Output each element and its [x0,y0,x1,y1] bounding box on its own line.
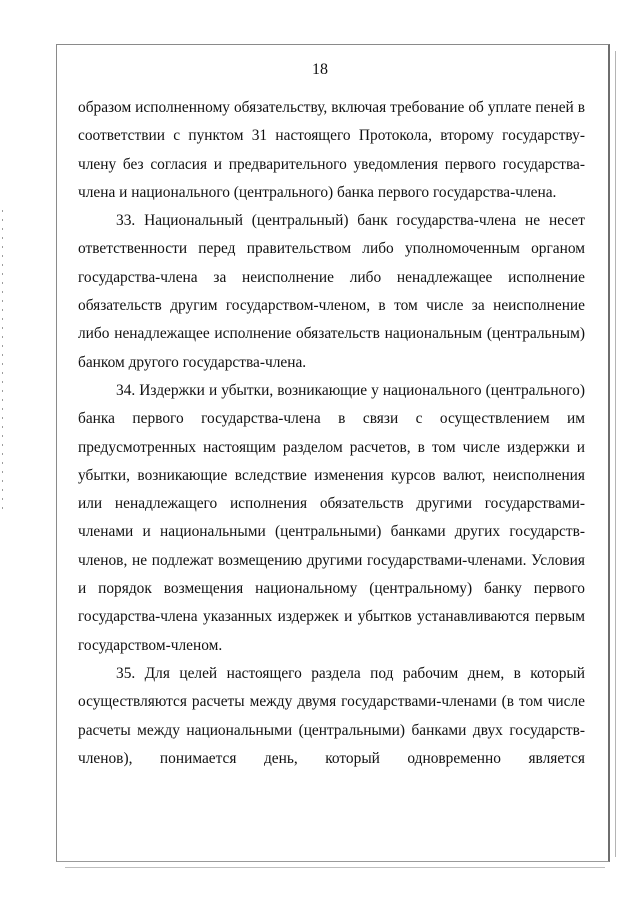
page-number: 18 [312,61,328,78]
document-body [78,94,585,773]
scan-artifact [2,210,3,510]
paragraph-35: 35. Для целей настоящего раздела под рабочим днем, в который осуществляются расчеты между двумя государствами-членами (в том числе расчеты между национальными (центральными) банками двух государств-членов), понимается день, который одновременно является [78,664,585,767]
paragraph-34: 34. Издержки и убытки, возникающие у национального (центрального) банка первого государства-члена в связи с осуществлением им предусмотренных настоящим разделом расчетов, в том числе издержки и убытки, возникающие вследствие изменения курсов валют, неисполнения или ненадлежащего исполнения обязательств другими государствами-членами и национальными (центральными) банками других государств-членов, не подлежат возмещению другими государствами-членами. Условия и порядок возмещения национальному (центральному) банку первого государства-члена указанных издержек и убытков устанавливаются первым государством-членом. [78,381,585,654]
paragraph-continuation: образом исполненному обязательству, включая требование об уплате пеней в соответствии с пунктом 31 настоящего Протокола, второму государству-члену без согласия и предварительного уведомления первого государства-члена и национального (центрального) банка первого государства-члена. [78,99,585,201]
paragraph-33: 33. Национальный (центральный) банк государства-члена не несет ответственности перед правительством либо уполномоченным органом государства-члена за неисполнение либо ненадлежащее исполнение обязательств другим государством-членом, в том числе за неисполнение либо ненадлежащее исполнение обязательств национальным (центральным) банком другого государства-члена. [78,212,585,371]
